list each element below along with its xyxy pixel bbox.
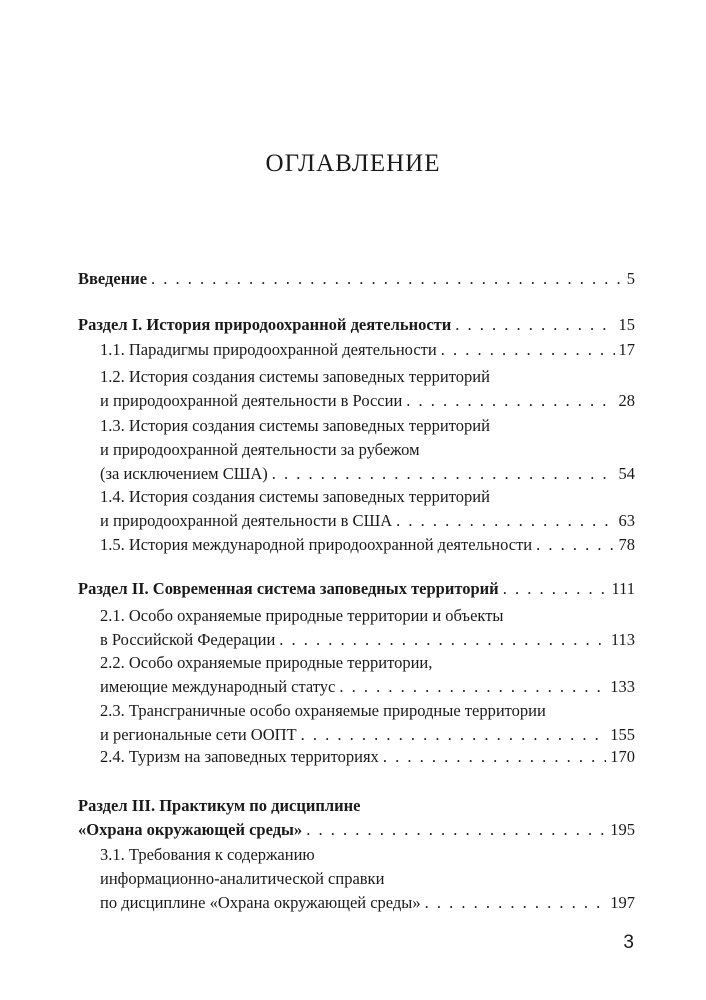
toc-entry-1-3[interactable]	[100, 414, 635, 486]
toc-entry-1-4[interactable]	[100, 485, 635, 533]
toc-entry-title-line: по дисциплине «Охрана окружающей среды»	[100, 893, 421, 912]
toc-entry-title-line: и региональные сети ООПТ	[100, 725, 297, 744]
toc-entry-title: 1.1. Парадигмы природоохранной деятельности	[100, 340, 437, 359]
toc-entry-title-line: и природоохранной деятельности в США	[100, 511, 393, 530]
dot-leader	[536, 533, 614, 557]
toc-page-number: 78	[618, 535, 635, 554]
toc-entry-title-line: Раздел III. Практикум по дисциплине	[78, 796, 361, 815]
dot-leader	[425, 891, 607, 915]
dot-leader	[272, 462, 615, 486]
toc-entry-title-line: 2.2. Особо охраняемые природные территории,	[100, 653, 433, 672]
toc-entry-title-line: 2.3. Трансграничные особо охраняемые природные территории	[100, 701, 546, 720]
toc-entry-title: Раздел II. Современная система заповедных территорий	[78, 579, 499, 598]
toc-entry-2-3[interactable]	[100, 699, 635, 747]
dot-leader	[406, 389, 614, 413]
toc-page-number: 170	[610, 747, 635, 766]
toc-entry-title-line: и природоохранной деятельности в России	[100, 391, 403, 410]
toc-entry-title-line: имеющие международный статус	[100, 677, 336, 696]
toc-page-number: 113	[610, 630, 635, 649]
toc-entry-title-line: в Российской Федерации	[100, 630, 276, 649]
toc-entry-title: Введение	[78, 269, 148, 288]
toc-page-number: 111	[611, 579, 635, 598]
dot-leader	[503, 577, 608, 601]
dot-leader	[339, 675, 606, 699]
page-title: ОГЛАВЛЕНИЕ	[265, 150, 441, 177]
toc-entry-title-line: 1.4. История создания системы заповедных территорий	[100, 487, 490, 506]
toc-page-number: 54	[618, 464, 635, 483]
dot-leader	[455, 313, 614, 337]
toc-page-number: 15	[618, 315, 635, 334]
dot-leader	[151, 267, 623, 291]
toc-entry-section-2[interactable]	[78, 577, 635, 601]
toc-entry-1-5[interactable]	[100, 533, 635, 557]
toc-entry-title-line: (за исключением США)	[100, 464, 268, 483]
toc-page-number: 28	[618, 391, 635, 410]
toc-page-number: 155	[610, 725, 635, 744]
toc-entry-1-1[interactable]	[100, 338, 635, 362]
toc-entry-title-line: 1.2. История создания системы заповедных территорий	[100, 367, 490, 386]
toc-page-number: 17	[618, 340, 635, 359]
toc-entry-introduction[interactable]	[78, 267, 635, 291]
toc-entry-2-1[interactable]	[100, 604, 635, 652]
toc-entry-2-2[interactable]	[100, 651, 635, 699]
toc-entry-title-line: 3.1. Требования к содержанию	[100, 845, 315, 864]
toc-page-number: 133	[610, 677, 635, 696]
toc-entry-title: Раздел I. История природоохранной деятельности	[78, 315, 452, 334]
dot-leader	[441, 338, 615, 362]
toc-entry-title-line: 1.3. История создания системы заповедных территорий	[100, 416, 490, 435]
page-number: 3	[623, 932, 634, 953]
toc-entry-title-line: информационно-аналитической справки	[100, 869, 385, 888]
dot-leader	[306, 818, 606, 842]
toc-page-number: 195	[610, 820, 635, 839]
toc-entry-title-line: и природоохранной деятельности за рубежом	[100, 440, 420, 459]
toc-page-number: 197	[610, 893, 635, 912]
toc-page-number: 5	[626, 269, 635, 288]
toc-entry-2-4[interactable]	[100, 745, 635, 769]
toc-entry-title: 2.4. Туризм на заповедных территориях	[100, 747, 379, 766]
toc-page-number: 63	[618, 511, 635, 530]
dot-leader	[383, 745, 606, 769]
toc-entry-section-1[interactable]	[78, 313, 635, 337]
toc-entry-3-1[interactable]	[100, 843, 635, 915]
toc-entry-1-2[interactable]	[100, 365, 635, 413]
dot-leader	[301, 723, 607, 747]
dot-leader	[396, 509, 614, 533]
toc-entry-title: 1.5. История международной природоохранной деятельности	[100, 535, 533, 554]
toc-entry-title-line: 2.1. Особо охраняемые природные территории и объекты	[100, 606, 504, 625]
toc-entry-title-line: «Охрана окружающей среды»	[78, 820, 303, 839]
dot-leader	[279, 628, 607, 652]
toc-entry-section-3[interactable]	[78, 794, 635, 842]
